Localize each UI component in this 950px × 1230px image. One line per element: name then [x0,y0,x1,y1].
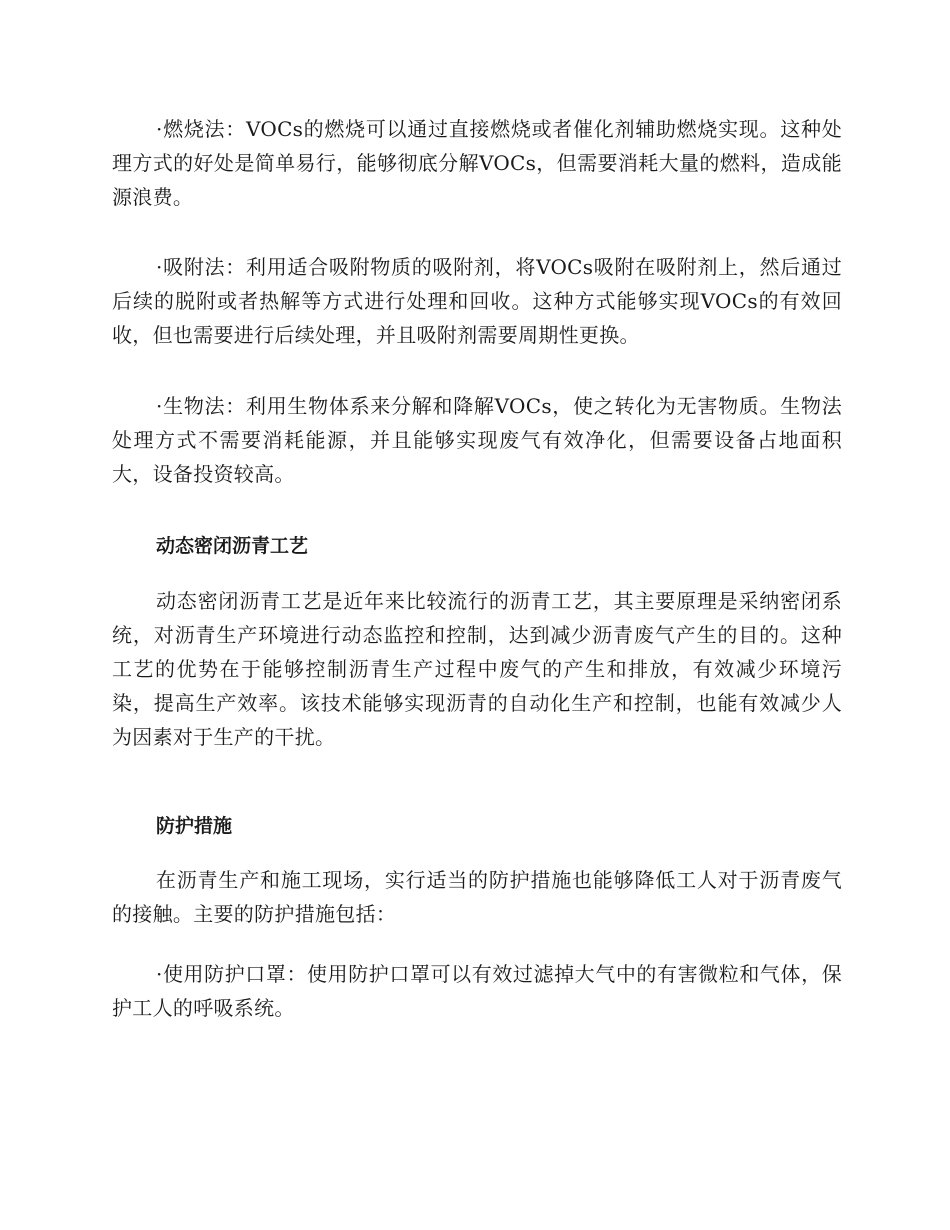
paragraph-text: 生物法：利用生物体系来分解和降解VOCs，使之转化为无害物质。生物法处理方式不需要消耗能源，并且能够实现废气有效净化，但需要设备占地面积大，设备投资较高。 [112,394,842,486]
bullet-paragraph-mask [112,957,842,1025]
paragraph-text: 吸附法：利用适合吸附物质的吸附剂，将VOCs吸附在吸附剂上，然后通过后续的脱附或者热解等方式进行处理和回收。这种方式能够实现VOCs的有效回收，但也需要进行后续处理，并且吸附剂需要周期性更换。 [112,255,842,347]
bullet-paragraph-combustion [112,112,842,214]
paragraph-text: 燃烧法：VOCs的燃烧可以通过直接燃烧或者催化剂辅助燃烧实现。这种处理方式的好处是简单易行，能够彻底分解VOCs，但需要消耗大量的燃料，造成能源浪费。 [112,117,842,209]
bullet-dot: · [156,962,163,986]
section-paragraph-dynamic-sealed: 动态密闭沥青工艺是近年来比较流行的沥青工艺，其主要原理是采纳密闭系统，对沥青生产环境进行动态监控和控制，达到减少沥青废气产生的目的。这种工艺的优势在于能够控制沥青生产过程中废气的产生和排放，有效减少环境污染，提高生产效率。该技术能够实现沥青的自动化生产和控制，也能有效减少人为因素对于生产的干扰。 [112,589,842,749]
bullet-paragraph-adsorption [112,250,842,352]
section-paragraph-protection: 在沥青生产和施工现场，实行适当的防护措施也能够降低工人对于沥青废气的接触。主要的防护措施包括： [112,868,842,926]
bullet-dot: · [156,117,163,141]
section-heading-protection: 防护措施 [156,815,233,837]
section-heading-dynamic-sealed: 动态密闭沥青工艺 [156,535,309,557]
bullet-paragraph-biological [112,389,842,491]
bullet-dot: · [156,255,163,279]
bullet-dot: · [156,394,163,418]
paragraph-text: 使用防护口罩：使用防护口罩可以有效过滤掉大气中的有害微粒和气体，保护工人的呼吸系统。 [112,962,842,1020]
